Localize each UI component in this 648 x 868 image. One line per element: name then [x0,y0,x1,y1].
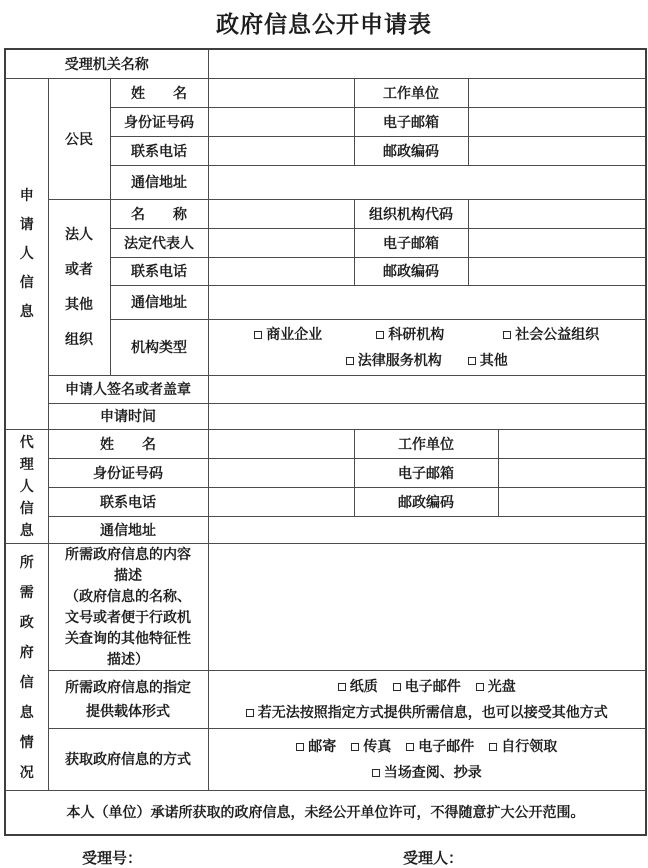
agent-address-value-cell[interactable] [208,516,646,543]
option-onsite-review[interactable]: 当场查阅、抄录 [372,759,482,785]
org-code-label: 组织机构代码 [354,199,468,228]
citizen-name-label: 姓 名 [110,78,208,107]
checkbox-icon[interactable] [351,743,359,751]
content-desc-label: 所需政府信息的内容 描述 （政府信息的名称、 文号或者便于行政机 关查询的其他特征性 描述） [48,543,208,670]
checkbox-icon[interactable] [476,683,484,691]
option-optical-disc[interactable]: 光盘 [476,673,516,699]
org-phone-value-cell[interactable] [208,257,354,285]
legal-org-header: 法人或者其他组织 [48,199,110,375]
checkbox-icon[interactable] [338,683,346,691]
footer [0,847,648,868]
citizen-name-value-cell[interactable] [208,78,354,107]
citizen-id-label: 身份证号码 [110,107,208,136]
org-type-label: 机构类型 [110,319,208,375]
org-name-value-cell[interactable] [208,199,354,228]
agent-name-label: 姓 名 [48,429,208,458]
org-type-options-cell [208,319,646,375]
accepting-org-value-cell[interactable] [208,49,646,78]
agent-postal-label: 邮政编码 [354,487,498,516]
checkbox-icon[interactable] [376,331,384,339]
carrier-options-cell [208,670,646,728]
option-research-institution[interactable]: 科研机构 [376,321,503,347]
agent-address-label: 通信地址 [48,516,208,543]
agent-email-label: 电子邮箱 [354,458,498,487]
org-phone-label: 联系电话 [110,257,208,285]
page-title: 政府信息公开申请表 [216,11,432,37]
agent-work-unit-value-cell[interactable] [498,429,646,458]
agent-work-unit-label: 工作单位 [354,429,498,458]
info-section-header: 所需政府信息情况 [5,543,48,790]
citizen-postal-label: 邮政编码 [354,136,468,165]
citizen-address-value-cell[interactable] [208,165,646,199]
option-accept-other-means[interactable]: 若无法按照指定方式提供所需信息，也可以接受其他方式 [246,699,608,725]
checkbox-icon[interactable] [468,357,476,365]
checkbox-icon[interactable] [372,769,380,777]
org-postal-value-cell[interactable] [468,257,646,285]
option-paper[interactable]: 纸质 [338,673,378,699]
application-form-table [4,48,647,836]
signature-label: 申请人签名或者盖章 [48,375,208,403]
org-address-value-cell[interactable] [208,285,646,319]
option-mail[interactable]: 邮寄 [296,733,336,759]
option-legal-service-org[interactable]: 法律服务机构 [346,347,468,373]
org-email-value-cell[interactable] [468,228,646,257]
accepting-org-label: 受理机关名称 [5,49,208,78]
acceptor-label: 受理人： [403,850,464,867]
accept-number-label: 受理号： [82,850,143,867]
applicant-section-header: 申请人信息 [5,78,48,429]
citizen-email-value-cell[interactable] [468,107,646,136]
org-code-value-cell[interactable] [468,199,646,228]
checkbox-icon[interactable] [254,331,262,339]
agent-postal-value-cell[interactable] [498,487,646,516]
option-commercial-enterprise[interactable]: 商业企业 [254,321,376,347]
content-desc-value-cell[interactable] [208,543,646,670]
org-name-label: 名 称 [110,199,208,228]
checkbox-icon[interactable] [393,683,401,691]
legal-rep-label: 法定代表人 [110,228,208,257]
agent-id-value-cell[interactable] [208,458,354,487]
option-public-welfare-org[interactable]: 社会公益组织 [503,321,599,347]
checkbox-icon[interactable] [296,743,304,751]
org-postal-label: 邮政编码 [354,257,468,285]
carrier-label: 所需政府信息的指定 提供载体形式 [48,670,208,728]
citizen-phone-value-cell[interactable] [208,136,354,165]
citizen-postal-value-cell[interactable] [468,136,646,165]
citizen-phone-label: 联系电话 [110,136,208,165]
checkbox-icon[interactable] [246,709,254,717]
apply-time-label: 申请时间 [48,403,208,429]
citizen-address-label: 通信地址 [110,165,208,199]
option-self-pickup[interactable]: 自行领取 [489,733,557,759]
citizen-email-label: 电子邮箱 [354,107,468,136]
option-email-obtain[interactable]: 电子邮件 [406,733,474,759]
agent-section-header: 代理人信息 [5,429,48,543]
option-other-org-type[interactable]: 其他 [468,347,508,373]
citizen-header: 公民 [48,78,110,199]
checkbox-icon[interactable] [346,357,354,365]
option-fax[interactable]: 传真 [351,733,391,759]
agent-phone-label: 联系电话 [48,487,208,516]
agent-phone-value-cell[interactable] [208,487,354,516]
obtain-options-cell [208,728,646,790]
pledge-text: 本人（单位）承诺所获取的政府信息，未经公开单位许可，不得随意扩大公开范围。 [5,790,646,835]
apply-time-value-cell[interactable] [208,403,646,429]
checkbox-icon[interactable] [503,331,511,339]
legal-rep-value-cell[interactable] [208,228,354,257]
agent-name-value-cell[interactable] [208,429,354,458]
option-email-carrier[interactable]: 电子邮件 [393,673,461,699]
citizen-work-unit-value-cell[interactable] [468,78,646,107]
org-email-label: 电子邮箱 [354,228,468,257]
checkbox-icon[interactable] [489,743,497,751]
agent-email-value-cell[interactable] [498,458,646,487]
agent-id-label: 身份证号码 [48,458,208,487]
obtain-method-label: 获取政府信息的方式 [48,728,208,790]
citizen-id-value-cell[interactable] [208,107,354,136]
checkbox-icon[interactable] [406,743,414,751]
citizen-work-unit-label: 工作单位 [354,78,468,107]
signature-value-cell[interactable] [208,375,646,403]
org-address-label: 通信地址 [110,285,208,319]
